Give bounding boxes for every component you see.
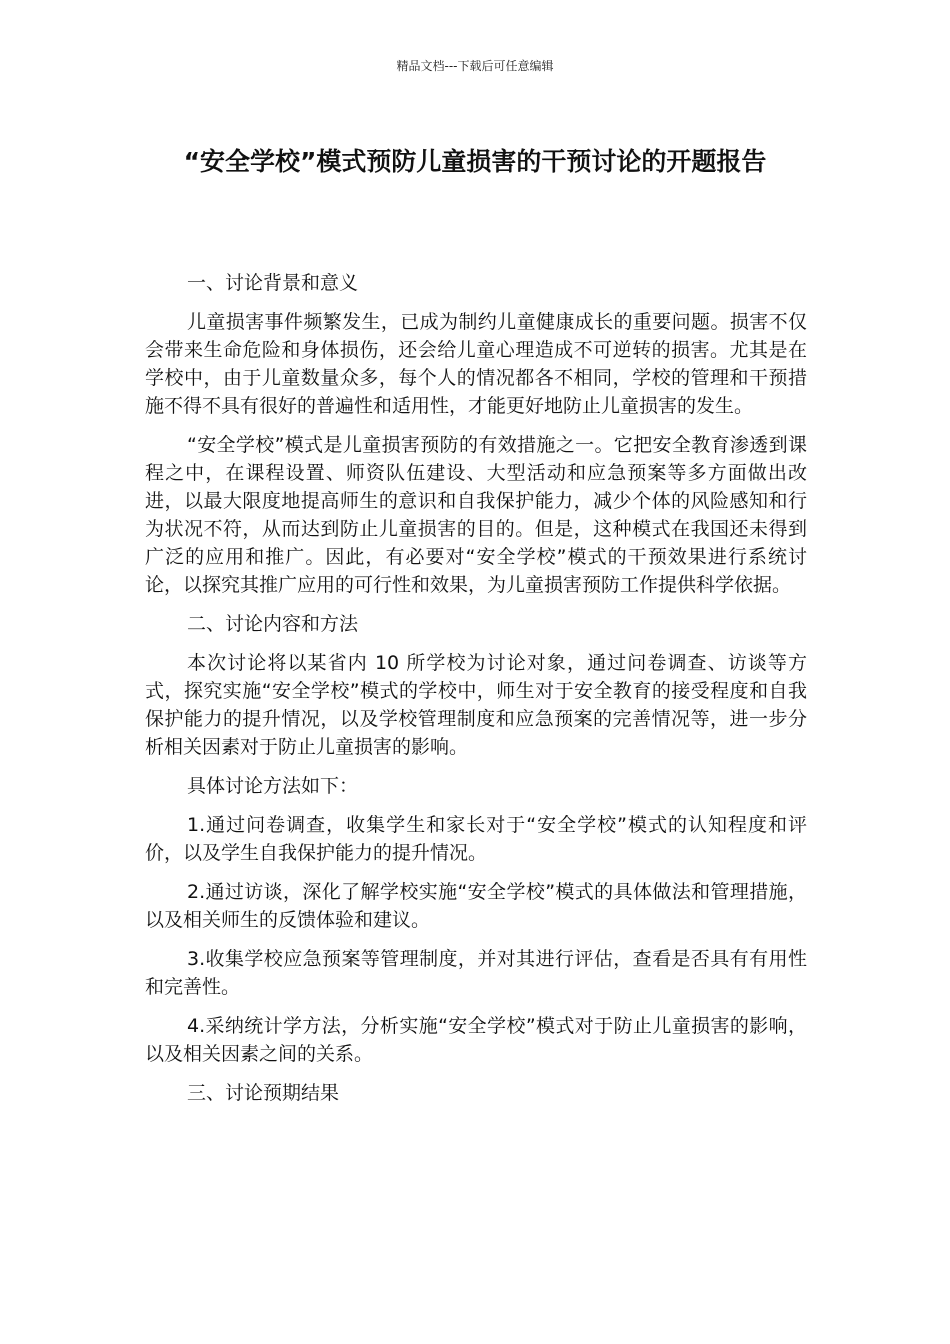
document-body	[145, 269, 807, 1118]
section-heading-results: 三、讨论预期结果	[187, 1082, 340, 1104]
section-heading-background: 一、讨论背景和意义	[187, 272, 359, 294]
paragraph-methods-1: 本次讨论将以某省内 10 所学校为讨论对象，通过问卷调查、访谈等方式，探究实施“安全学校”模式的学校中，师生对于安全教育的接受程度和自我保护能力的提升情况，以及学校管理制度和应急预案的完善情况等，进一步分析相关因素对于防止儿童损害的影响。	[145, 652, 807, 758]
paragraph-background-1: 儿童损害事件频繁发生，已成为制约儿童健康成长的重要问题。损害不仅会带来生命危险和身体损伤，还会给儿童心理造成不可逆转的损害。尤其是在学校中，由于儿童数量众多，每个人的情况都各不相同，学校的管理和干预措施不得不具有很好的普遍性和适用性，才能更好地防止儿童损害的发生。	[145, 311, 807, 417]
header-note: 精品文档---下载后可任意编辑	[396, 59, 554, 73]
method-item-2: 2.通过访谈，深化了解学校实施“安全学校”模式的具体做法和管理措施，以及相关师生的反馈体验和建议。	[145, 881, 807, 931]
method-item-3: 3.收集学校应急预案等管理制度，并对其进行评估，查看是否具有有用性和完善性。	[145, 948, 807, 998]
paragraph-methods-intro: 具体讨论方法如下：	[187, 775, 359, 797]
paragraph-background-2: “安全学校”模式是儿童损害预防的有效措施之一。它把安全教育渗透到课程之中，在课程设置、师资队伍建设、大型活动和应急预案等多方面做出改进，以最大限度地提高师生的意识和自我保护能力，减少个体的风险感知和行为状况不符，从而达到防止儿童损害的目的。但是，这种模式在我国还未得到广泛的应用和推广。因此，有必要对“安全学校”模式的干预效果进行系统讨论，以探究其推广应用的可行性和效果，为儿童损害预防工作提供科学依据。	[145, 434, 807, 596]
document-title: “安全学校”模式预防儿童损害的干预讨论的开题报告	[183, 147, 767, 176]
method-item-1: 1.通过问卷调查，收集学生和家长对于“安全学校”模式的认知程度和评价，以及学生自我保护能力的提升情况。	[145, 814, 807, 864]
method-item-4: 4.采纳统计学方法，分析实施“安全学校”模式对于防止儿童损害的影响，以及相关因素之间的关系。	[145, 1015, 807, 1065]
section-heading-methods: 二、讨论内容和方法	[187, 613, 359, 635]
